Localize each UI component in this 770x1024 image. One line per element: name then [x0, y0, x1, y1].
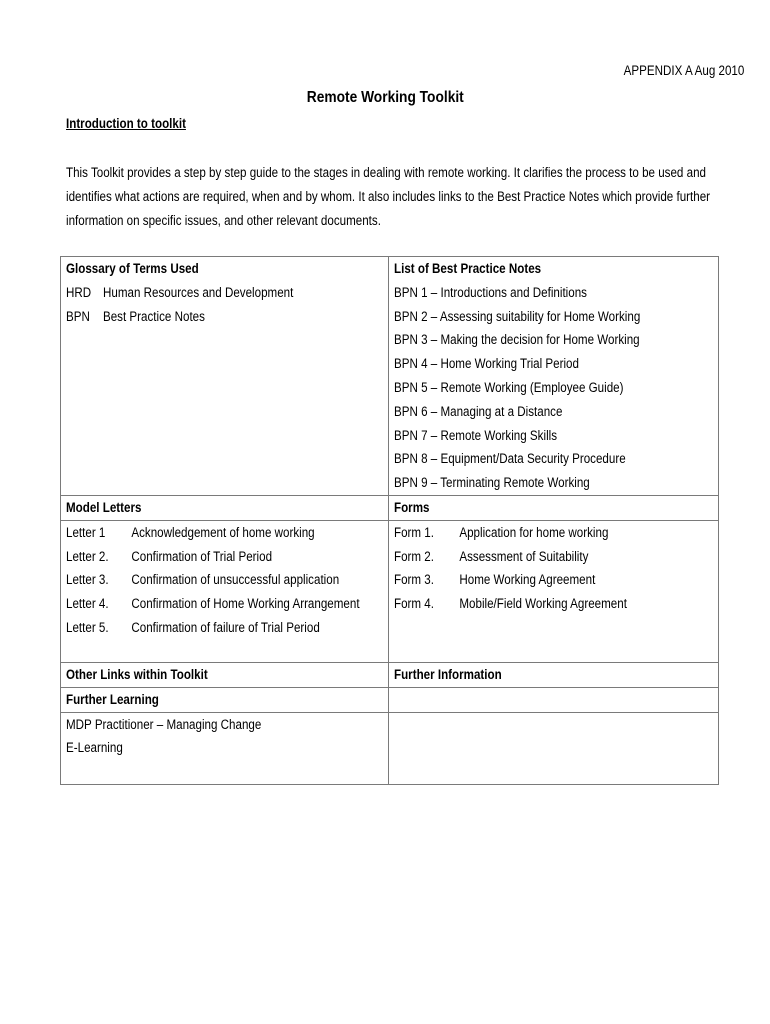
forms-heading-cell	[389, 495, 719, 520]
glossary-meaning: Human Resources and Development	[102, 284, 294, 300]
further-information-heading: Further Information	[394, 666, 502, 682]
letter-number: Letter 1	[66, 524, 106, 540]
other-links-cell	[61, 662, 389, 687]
intro-heading: Introduction to toolkit	[66, 116, 186, 131]
glossary-heading: Glossary of Terms Used	[66, 261, 199, 276]
letter-item	[66, 521, 343, 545]
letters-forms-row	[61, 520, 719, 662]
best-practice-cell	[389, 257, 719, 496]
links-heading-row	[61, 662, 719, 687]
letter-title: Confirmation of unsuccessful application	[131, 572, 340, 588]
other-links-heading: Other Links within Toolkit	[66, 666, 208, 682]
best-practice-heading: List of Best Practice Notes	[394, 261, 542, 276]
further-information-cell	[389, 662, 719, 687]
letter-item	[66, 592, 360, 616]
letter-title: Confirmation of failure of Trial Period	[131, 619, 320, 635]
bpn-item: BPN 8 – Equipment/Data Security Procedure	[394, 451, 626, 467]
form-number: Form 3.	[394, 572, 435, 588]
further-learning-heading-row	[61, 687, 719, 712]
further-learning-heading-cell	[61, 687, 389, 712]
further-learning-item: MDP Practitioner – Managing Change	[66, 716, 262, 732]
further-learning-cell	[61, 712, 389, 784]
model-letters-heading-cell	[61, 495, 389, 520]
bpn-item: BPN 7 – Remote Working Skills	[394, 427, 558, 443]
model-letters-cell	[61, 520, 389, 662]
letter-item	[66, 616, 343, 640]
form-item	[394, 568, 673, 592]
form-item	[394, 521, 673, 545]
toolkit-table	[60, 256, 719, 785]
glossary-abbr: BPN	[66, 308, 90, 324]
further-learning-item: E-Learning	[66, 740, 123, 756]
glossary-term	[66, 281, 343, 305]
forms-cell	[389, 520, 719, 662]
letter-item	[66, 568, 343, 592]
letter-number: Letter 2.	[66, 548, 109, 564]
letter-number: Letter 5.	[66, 619, 109, 635]
bpn-item: BPN 3 – Making the decision for Home Working	[394, 332, 640, 348]
bpn-item: BPN 4 – Home Working Trial Period	[394, 356, 579, 372]
form-number: Form 2.	[394, 548, 435, 564]
bpn-item: BPN 2 – Assessing suitability for Home Working	[394, 308, 641, 324]
model-letters-heading: Model Letters	[66, 499, 142, 515]
bpn-item: BPN 1 – Introductions and Definitions	[394, 284, 587, 300]
bpn-item: BPN 5 – Remote Working (Employee Guide)	[394, 379, 624, 395]
bpn-item: BPN 9 – Terminating Remote Working	[394, 475, 590, 491]
glossary-meaning: Best Practice Notes	[102, 308, 205, 324]
form-title: Mobile/Field Working Agreement	[459, 596, 627, 612]
glossary-cell	[61, 257, 389, 496]
letter-title: Acknowledgement of home working	[131, 524, 315, 540]
glossary-term	[66, 305, 343, 329]
letter-number: Letter 3.	[66, 572, 109, 588]
form-title: Assessment of Suitability	[459, 548, 589, 564]
forms-heading: Forms	[394, 499, 430, 515]
letters-forms-heading-row	[61, 495, 719, 520]
page-title-text: Remote Working Toolkit	[306, 89, 464, 106]
form-title: Home Working Agreement	[459, 572, 596, 588]
form-item	[394, 545, 673, 569]
further-learning-row	[61, 712, 719, 784]
empty-cell	[389, 687, 719, 712]
form-title: Application for home working	[459, 524, 609, 540]
letter-item	[66, 545, 343, 569]
form-number: Form 4.	[394, 596, 435, 612]
empty-cell	[389, 712, 719, 784]
appendix-label: APPENDIX A Aug 2010	[623, 63, 744, 78]
page-title	[0, 89, 770, 107]
form-number: Form 1.	[394, 524, 435, 540]
intro-paragraph: This Toolkit provides a step by step guide to the stages in dealing with remote working. It clarifies the process to be used and identifies what actions are required, when and by whom. It also includes links to the Best Practice Notes which provide further information on specific issues, and other relevant documents.	[66, 165, 711, 228]
form-item	[394, 592, 673, 616]
bpn-item: BPN 6 – Managing at a Distance	[394, 403, 563, 419]
glossary-abbr: HRD	[66, 284, 92, 300]
further-learning-heading: Further Learning	[66, 691, 159, 707]
letter-number: Letter 4.	[66, 596, 109, 612]
letter-title: Confirmation of Trial Period	[131, 548, 273, 564]
glossary-row	[61, 257, 719, 496]
letter-title: Confirmation of Home Working Arrangement	[131, 596, 360, 612]
